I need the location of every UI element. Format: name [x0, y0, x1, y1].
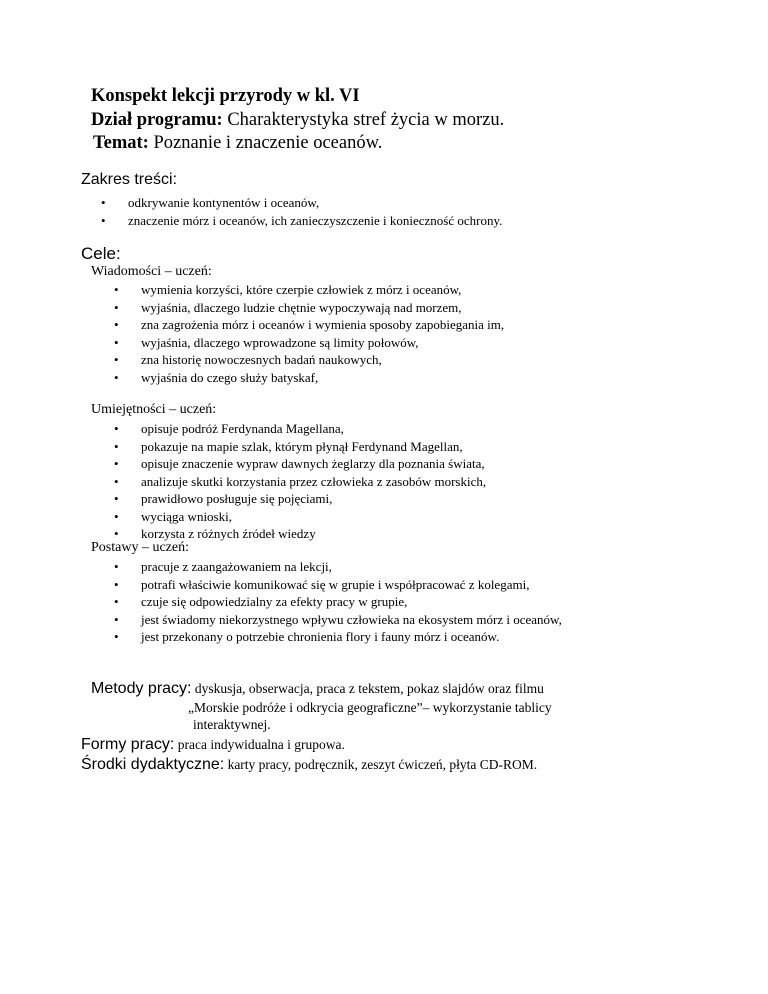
list-item: • wyciąga wnioski,: [114, 508, 232, 524]
topic-value: Poznanie i znaczenie oceanów.: [148, 133, 383, 153]
bullet-icon: •: [114, 456, 119, 471]
methods-continuation-2: interaktywnej.: [193, 717, 271, 732]
lesson-title: [91, 85, 360, 107]
topic-label: Temat:: [93, 133, 149, 153]
skills-list: [114, 420, 486, 543]
methods-label: Metody pracy:: [91, 680, 192, 697]
list-item: • opisuje podróż Ferdynanda Magellana,: [114, 421, 344, 436]
bullet-icon: •: [114, 559, 119, 574]
bullet-icon: •: [114, 317, 119, 332]
bullet-icon: •: [101, 212, 106, 228]
program-section-value: Charakterystyka stref życia w morzu.: [222, 110, 505, 130]
goals-heading: Cele:: [81, 244, 121, 263]
list-item: • analizuje skutki korzystania przez człowieka z zasobów morskich,: [114, 473, 487, 489]
bullet-icon: •: [114, 611, 119, 627]
teaching-aids-line: [81, 756, 537, 774]
list-item: • pracuje z zaangażowaniem na lekcji,: [114, 559, 332, 574]
bullet-icon: •: [114, 508, 119, 524]
bullet-icon: •: [114, 282, 119, 297]
list-item: • wyjaśnia do czego służy batyskaf,: [114, 369, 319, 385]
forms-label: Formy pracy:: [81, 736, 175, 753]
bullet-icon: •: [114, 491, 119, 506]
knowledge-list: [114, 281, 504, 386]
skills-label: Umiejętności – uczeń:: [91, 402, 217, 417]
methods-line: [91, 680, 544, 698]
bullet-icon: •: [101, 195, 106, 210]
forms-line: [81, 736, 345, 754]
bullet-icon: •: [114, 594, 119, 609]
bullet-icon: •: [114, 438, 119, 454]
list-item: • jest świadomy niekorzystnego wpływu człowieka na ekosystem mórz i oceanów,: [114, 611, 562, 627]
program-section-label: Dział programu:: [91, 110, 223, 130]
list-item: • wymienia korzyści, które czerpie człowiek z mórz i oceanów,: [114, 282, 462, 297]
teaching-aids-label: Środki dydaktyczne:: [81, 756, 225, 773]
list-item: • opisuje znaczenie wypraw dawnych żeglarzy dla poznania świata,: [114, 456, 485, 471]
program-section: [91, 109, 504, 131]
list-item: • wyjaśnia, dlaczego ludzie chętnie wypoczywają nad morzem,: [114, 299, 462, 315]
bullet-icon: •: [114, 421, 119, 436]
teaching-aids-value: karty pracy, podręcznik, zeszyt ćwiczeń, płyta CD-ROM.: [224, 757, 538, 772]
list-item: • czuje się odpowiedzialny za efekty pracy w grupie,: [114, 594, 408, 609]
list-item: • prawidłowo posługuje się pojęciami,: [114, 491, 333, 506]
list-item: • potrafi właściwie komunikować się w grupie i współpracować z kolegami,: [114, 576, 530, 592]
scope-heading: Zakres treści:: [81, 171, 178, 188]
topic: [93, 132, 382, 154]
bullet-icon: •: [114, 352, 119, 367]
methods-continuation-1: „Morskie podróże i odkrycia geograficzne”– wykorzystanie tablicy: [188, 700, 552, 715]
knowledge-label: Wiadomości – uczeń:: [91, 264, 212, 279]
bullet-icon: •: [114, 369, 119, 385]
methods-value: dyskusja, obserwacja, praca z tekstem, pokaz slajdów oraz filmu: [191, 681, 544, 696]
lesson-title-text: Konspekt lekcji przyrody w kl. VI: [91, 86, 360, 106]
bullet-icon: •: [114, 334, 119, 350]
bullet-icon: •: [114, 473, 119, 489]
bullet-icon: •: [114, 526, 119, 541]
forms-value: praca indywidualna i grupowa.: [174, 737, 345, 752]
list-item: • korzysta z różnych źródeł wiedzy: [114, 526, 316, 541]
list-item: • zna historię nowoczesnych badań naukowych,: [114, 352, 382, 367]
list-item: • jest przekonany o potrzebie chronienia flory i fauny mórz i oceanów.: [114, 629, 500, 644]
list-item: • odkrywanie kontynentów i oceanów,: [101, 195, 320, 210]
list-item: • znaczenie mórz i oceanów, ich zanieczyszczenie i konieczność ochrony.: [101, 212, 503, 228]
scope-list: [101, 194, 502, 229]
bullet-icon: •: [114, 629, 119, 644]
attitudes-label: Postawy – uczeń:: [91, 540, 189, 555]
list-item: • zna zagrożenia mórz i oceanów i wymienia sposoby zapobiegania im,: [114, 317, 505, 332]
list-item: • pokazuje na mapie szlak, którym płynął Ferdynand Magellan,: [114, 438, 463, 454]
bullet-icon: •: [114, 299, 119, 315]
attitudes-list: [114, 558, 562, 646]
list-item: • wyjaśnia, dlaczego wprowadzone są limity połowów,: [114, 334, 419, 350]
bullet-icon: •: [114, 576, 119, 592]
